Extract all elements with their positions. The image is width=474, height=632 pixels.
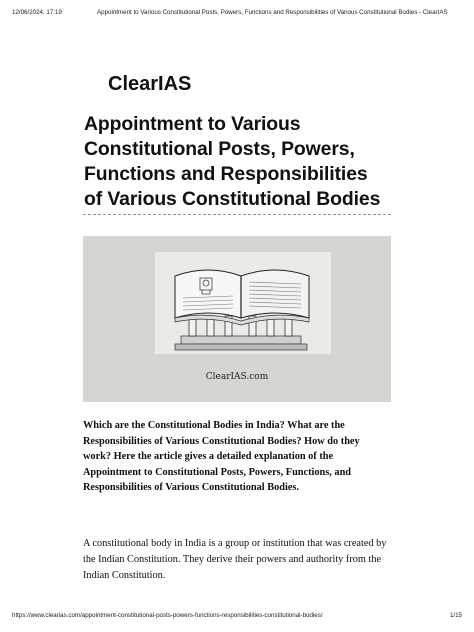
article-intro: Which are the Constitutional Bodies in India? What are the Responsibilities of Various Constitutional Bodies? How do they work? Here the article gives a detailed explanation of the Appointment to Constitutional Posts, Powers, Functions, and Responsibilities of Various Constitutional Bodies. [83,420,360,494]
print-page-number: 1/15 [449,612,462,619]
print-datetime: 12/06/2024, 17:19 [12,9,62,16]
image-caption: ClearIAS.com [205,372,269,382]
article-featured-image [83,236,391,402]
print-page-title: Appointment to Various Constitutional Posts, Powers, Functions and Responsibilities of Various Constitutional Bodies - ClearIAS [97,9,448,16]
site-logo-text[interactable]: ClearIAS [108,73,192,95]
article-paragraph: A constitutional body in India is a group or institution that was created by the Indian Constitution. They derive their powers and authority from the Indian Constitution. [83,538,387,581]
title-divider [83,214,391,215]
print-url[interactable]: https://www.clearias.com/appointment-constitutional-posts-powers-functions-responsibilities-constitutional-bodies/ [12,612,323,619]
article-title: Appointment to Various Constitutional Posts, Powers, Functions and Responsibilities of Various Constitutional Bodies [84,113,381,210]
